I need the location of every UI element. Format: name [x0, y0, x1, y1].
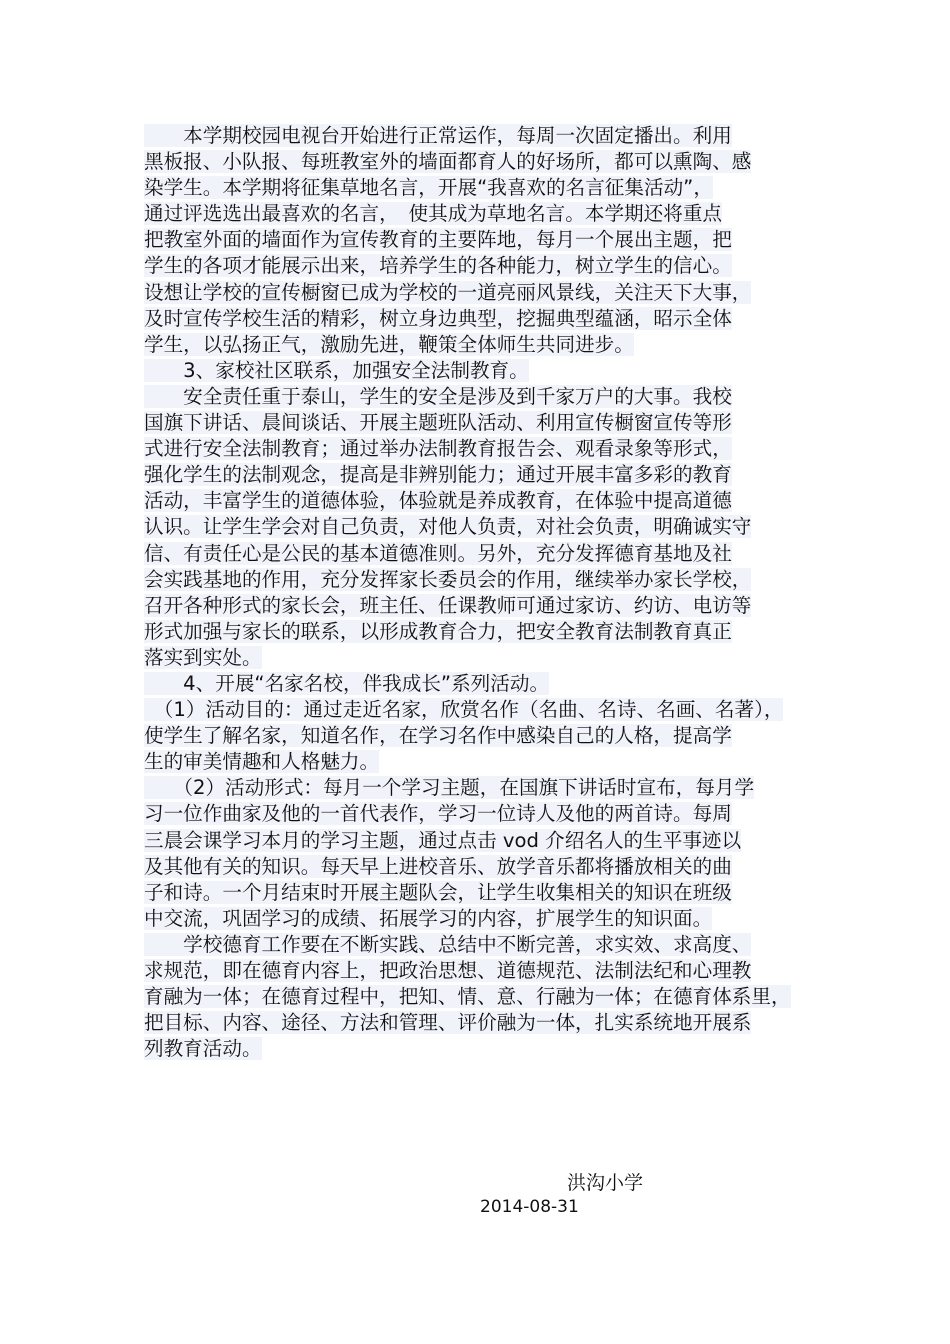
- text-line: 式进行安全法制教育；通过举办法制教育报告会、观看录象等形式，: [144, 437, 732, 461]
- text-line: 形式加强与家长的联系，以形成教育合力，把安全教育法制教育真正: [144, 619, 732, 643]
- text-line: （1）活动目的：通过走近名家，欣赏名作（名曲、名诗、名画、名著），: [144, 698, 784, 722]
- text-line: 学生的各项才能展示出来，培养学生的各种能力，树立学生的信心。: [144, 254, 732, 278]
- text-line: 学生，以弘扬正气，激励先进，鞭策全体师生共同进步。: [144, 332, 634, 356]
- section-heading: 3、家校社区联系，加强安全法制教育。: [144, 358, 529, 382]
- text-line: 生的审美情趣和人格魅力。: [144, 750, 380, 774]
- text-line: 及时宣传学校生活的精彩，树立身边典型，挖掘典型蕴涵，昭示全体: [144, 306, 732, 330]
- text-line: 活动，丰富学生的道德体验，体验就是养成教育，在体验中提高道德: [144, 489, 732, 513]
- text-line: 召开各种形式的家长会，班主任、任课教师可通过家访、约访、电访等: [144, 593, 752, 617]
- text-line: 使学生了解名家，知道名作，在学习名作中感染自己的人格，提高学: [144, 724, 732, 748]
- section-heading: 4、开展“名家名校，伴我成长”系列活动。: [144, 671, 550, 695]
- text-line: 染学生。本学期将征集草地名言，开展“我喜欢的名言征集活动”，: [144, 176, 713, 200]
- text-line: 育融为一体；在德育过程中，把知、情、意、行融为一体；在德育体系里，: [144, 985, 791, 1009]
- text-line: （2）活动形式：每月一个学习主题，在国旗下讲话时宣布，每月学: [144, 776, 755, 800]
- text-line: 中交流，巩固学习的成绩、拓展学习的内容，扩展学生的知识面。: [144, 906, 713, 930]
- signature-date: 2014-08-31: [480, 1197, 579, 1217]
- text-line: 强化学生的法制观念，提高是非辨别能力；通过开展丰富多彩的教育: [144, 463, 732, 487]
- text-line: 列教育活动。: [144, 1037, 262, 1061]
- text-line: 学校德育工作要在不断实践、总结中不断完善，求实效、求高度、: [144, 932, 752, 956]
- signature-school-name: 洪沟小学: [567, 1172, 644, 1194]
- text-line: 及其他有关的知识。每天早上进校音乐、放学音乐都将播放相关的曲: [144, 854, 732, 878]
- text-line: 安全责任重于泰山，学生的安全是涉及到千家万户的大事。我校: [144, 384, 732, 408]
- text-line: 本学期校园电视台开始进行正常运作，每周一次固定播出。利用: [144, 124, 732, 147]
- text-line: 求规范，即在德育内容上，把政治思想、道德规范、法制法纪和心理教: [144, 959, 752, 982]
- text-line: 设想让学校的宣传橱窗已成为学校的一道亮丽风景线，关注天下大事，: [144, 280, 752, 304]
- document-body: [144, 123, 824, 1062]
- text-line: 子和诗。一个月结束时开展主题队会，让学生收集相关的知识在班级: [144, 880, 732, 904]
- text-line: 把目标、内容、途径、方法和管理、评价融为一体，扎实系统地开展系: [144, 1011, 752, 1035]
- text-line: 习一位作曲家及他的一首代表作，学习一位诗人及他的两首诗。每周: [144, 802, 732, 826]
- text-line: 把教室外面的墙面作为宣传教育的主要阵地，每月一个展出主题，把: [144, 228, 732, 252]
- text-line: 信、有责任心是公民的基本道德准则。另外，充分发挥德育基地及社: [144, 541, 732, 565]
- text-line: 落实到实处。: [144, 645, 262, 669]
- text-line: 三晨会课学习本月的学习主题，通过点击 vod 介绍名人的生平事迹以: [144, 828, 742, 852]
- text-line: 国旗下讲话、晨间谈话、开展主题班队活动、利用宣传橱窗宣传等形: [144, 411, 732, 435]
- text-line: 会实践基地的作用，充分发挥家长委员会的作用，继续举办家长学校，: [144, 567, 752, 591]
- text-line: 通过评选选出最喜欢的名言， 使其成为草地名言。本学期还将重点: [144, 202, 723, 226]
- text-line: 黑板报、小队报、每班教室外的墙面都育人的好场所，都可以熏陶、感: [144, 150, 752, 174]
- text-line: 认识。让学生学会对自己负责，对他人负责，对社会负责，明确诚实守: [144, 515, 752, 539]
